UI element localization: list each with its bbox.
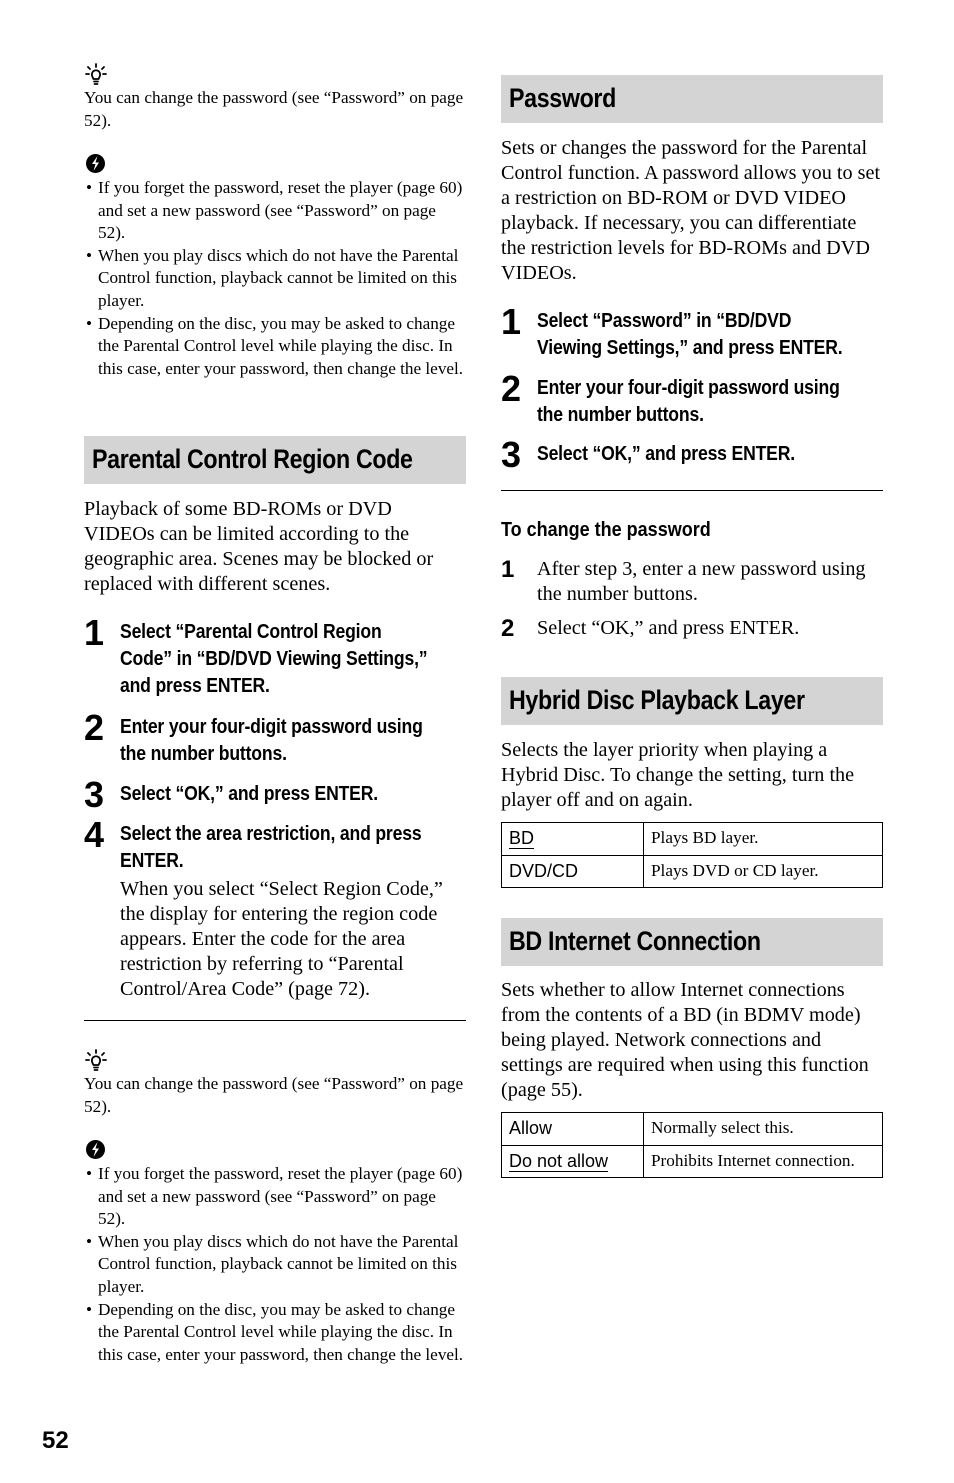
table-row <box>502 855 883 888</box>
hybrid-intro: Selects the layer priority when playing a Hybrid Disc. To change the setting, turn the player off and on again. <box>501 739 855 811</box>
change-step-2 <box>501 616 883 641</box>
note-icon <box>85 1139 106 1160</box>
table-row <box>502 1113 883 1146</box>
step-instruction: Enter your four-digit password using the number buttons. <box>120 716 423 765</box>
step-instruction: After step 3, enter a new password using the number buttons. <box>537 558 866 605</box>
step-number: 3 <box>84 774 105 815</box>
step-number: 4 <box>84 814 105 855</box>
lightbulb-hint-icon <box>85 63 107 85</box>
divider <box>84 1020 466 1021</box>
note-item: • When you play discs which do not have the Parental Control function, playback cannot be limited on this player. <box>84 1231 466 1299</box>
section-heading-hybrid-disc-playback-layer: Hybrid Disc Playback Layer <box>501 677 883 725</box>
step-number: 1 <box>501 556 515 583</box>
notes-list-bottom <box>84 1163 466 1366</box>
step-number: 1 <box>84 612 105 653</box>
step-instruction: Select “OK,” and press ENTER. <box>537 617 800 639</box>
step-number: 2 <box>501 368 522 409</box>
note-item: • Depending on the disc, you may be asked to change the Parental Control level while playing the disc. In this case, enter your password, then change the level. <box>84 1299 466 1367</box>
section-heading-bd-internet-connection: BD Internet Connection <box>501 918 883 966</box>
option-key: DVD/CD <box>502 855 644 888</box>
table-row <box>502 1145 883 1178</box>
change-password-heading: To change the password <box>501 519 711 541</box>
note-item: • If you forget the password, reset the player (page 60) and set a new password (see “Password” on page 52). <box>84 177 466 245</box>
password-intro: Sets or changes the password for the Parental Control function. A password allows you to set a restriction on BD-ROM or DVD VIDEO playback. If necessary, you can differentiate the restriction levels for BD-ROMs and DVD VIDEOs. <box>501 137 881 284</box>
divider <box>501 490 883 491</box>
step-instruction: Select “OK,” and press ENTER. <box>537 443 796 465</box>
region-step-3 <box>84 774 466 815</box>
page-number: 52 <box>42 1427 69 1454</box>
step-instruction: Enter your four-digit password using the number buttons. <box>537 377 840 426</box>
step-instruction: Select “Password” in “BD/DVD Viewing Settings,” and press ENTER. <box>537 310 843 359</box>
note-item: • When you play discs which do not have the Parental Control function, playback cannot be limited on this player. <box>84 245 466 313</box>
option-key: Do not allow <box>502 1145 644 1178</box>
password-step-2 <box>501 368 883 429</box>
section-heading-password: Password <box>501 75 883 123</box>
note-item: • If you forget the password, reset the player (page 60) and set a new password (see “Password” on page 52). <box>84 1163 466 1231</box>
notes-list-top <box>84 177 466 380</box>
internet-intro: Sets whether to allow Internet connections from the contents of a BD (in BDMV mode) being played. Network connections and settings are required when using this function (page 55). <box>501 979 869 1101</box>
password-step-3 <box>501 434 883 475</box>
lightbulb-hint-icon <box>85 1049 107 1071</box>
section-heading-parental-control-region-code: Parental Control Region Code <box>84 436 466 484</box>
note-icon <box>85 153 106 174</box>
option-key: BD <box>502 823 644 856</box>
option-key: Allow <box>502 1113 644 1146</box>
password-step-1 <box>501 301 883 362</box>
step-instruction: Select “Parental Control Region Code” in “BD/DVD Viewing Settings,” and press ENTER. <box>120 621 428 697</box>
region-step-4 <box>84 814 466 1002</box>
option-description: Plays DVD or CD layer. <box>644 855 883 888</box>
hint-text-top: You can change the password (see “Password” on page 52). <box>84 88 464 130</box>
hybrid-options-table <box>501 822 883 888</box>
step-number: 2 <box>84 707 105 748</box>
option-description: Normally select this. <box>644 1113 883 1146</box>
option-description: Prohibits Internet connection. <box>644 1145 883 1178</box>
step-number: 2 <box>501 615 515 642</box>
step-instruction: Select the area restriction, and press ENTER. <box>120 823 422 872</box>
step-number: 1 <box>501 301 522 342</box>
hint-text-bottom: You can change the password (see “Password” on page 52). <box>84 1074 464 1116</box>
table-row <box>502 823 883 856</box>
change-step-1 <box>501 557 883 607</box>
step-number: 3 <box>501 434 522 475</box>
internet-options-table <box>501 1112 883 1178</box>
option-description: Plays BD layer. <box>644 823 883 856</box>
step-detail: When you select “Select Region Code,” the display for entering the region code appears. Enter the code for the area restriction by referring to “Parental Control/Area Code” (page 72). <box>120 878 443 1000</box>
region-step-1 <box>84 612 466 700</box>
region-step-2 <box>84 707 466 768</box>
note-item: • Depending on the disc, you may be asked to change the Parental Control level while playing the disc. In this case, enter your password, then change the level. <box>84 313 466 381</box>
region-code-intro: Playback of some BD-ROMs or DVD VIDEOs can be limited according to the geographic area. Scenes may be blocked or replaced with different scenes. <box>84 498 434 595</box>
step-instruction: Select “OK,” and press ENTER. <box>120 783 379 805</box>
